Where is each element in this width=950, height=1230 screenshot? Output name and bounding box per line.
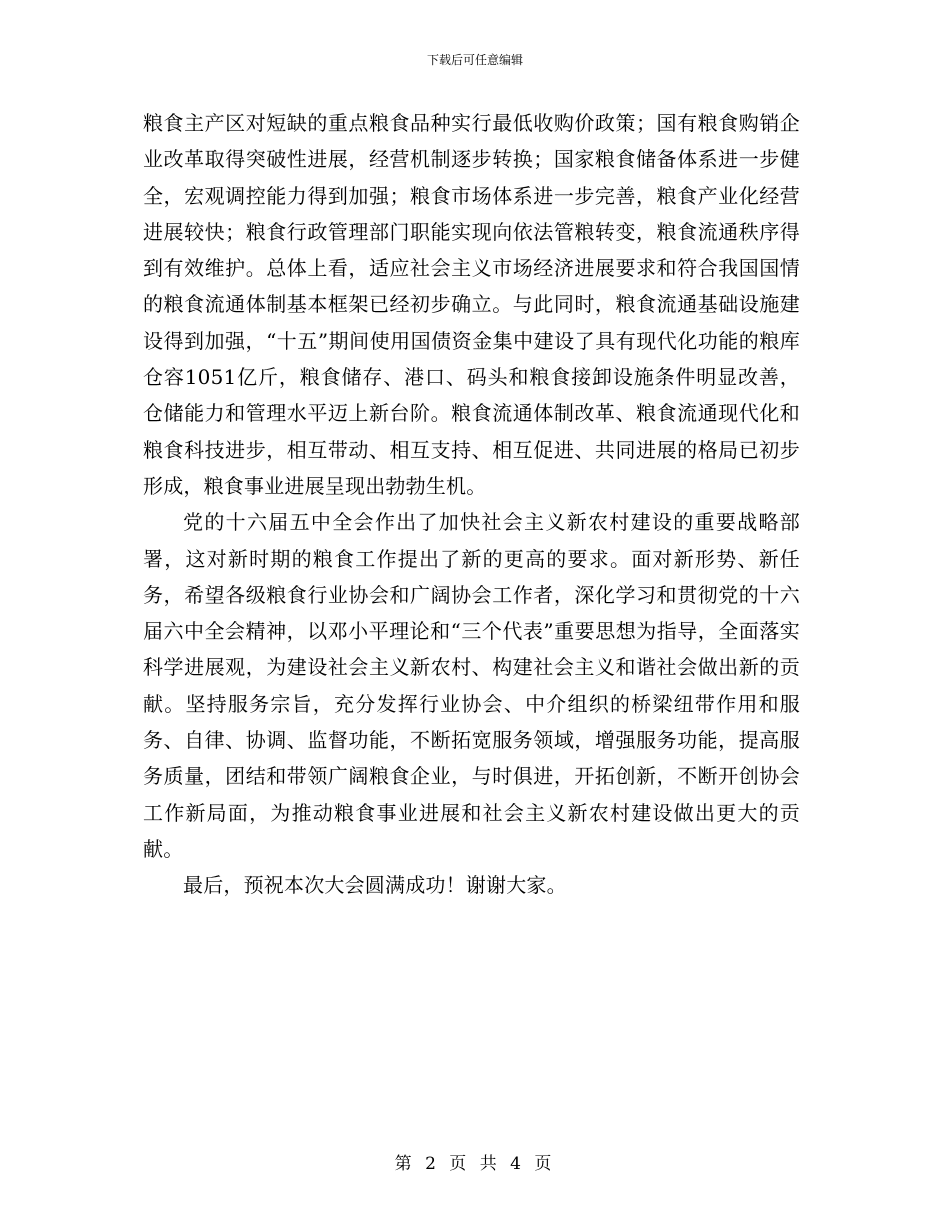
page-header-note: 下载后可任意编辑 <box>426 53 523 67</box>
document-body <box>143 105 800 904</box>
paragraph-2: 党的十六届五中全会作出了加快社会主义新农村建设的重要战略部署，这对新时期的粮食工作提出了新的更高的要求。面对新形势、新任务，希望各级粮食行业协会和广阔协会工作者，深化学习和贯彻党的十六届六中全会精神，以邓小平理论和“三个代表”重要思想为指导，全面落实科学进展观，为建设社会主义新农村、构建社会主义和谐社会做出新的贡献。坚持服务宗旨，充分发挥行业协会、中介组织的桥梁纽带作用和服务、自律、协调、监督功能，不断拓宽服务领域，增强服务功能，提高服务质量，团结和带领广阔粮食企业，与时俱进，开拓创新，不断开创协会工作新局面，为推动粮食事业进展和社会主义新农村建设做出更大的贡献。 <box>143 510 800 861</box>
paragraph-1: 粮食主产区对短缺的重点粮食品种实行最低收购价政策；国有粮食购销企业改革取得突破性进展，经营机制逐步转换；国家粮食储备体系进一步健全，宏观调控能力得到加强；粮食市场体系进一步完善，粮食产业化经营进展较快；粮食行政管理部门职能实现向依法管粮转变，粮食流通秩序得到有效维护。总体上看，适应社会主义市场经济进展要求和符合我国国情的粮食流通体制基本框架已经初步确立。与此同时，粮食流通基础设施建设得到加强，“十五”期间使用国债资金集中建设了具有现代化功能的粮库仓容1051亿斤，粮食储存、港口、码头和粮食接卸设施条件明显改善，仓储能力和管理水平迈上新台阶。粮食流通体制改革、粮食流通现代化和粮食科技进步，相互带动、相互支持、相互促进、共同进展的格局已初步形成，粮食事业进展呈现出勃勃生机。 <box>143 111 800 498</box>
paragraph-3: 最后，预祝本次大会圆满成功！谢谢大家。 <box>183 873 567 898</box>
page-number-footer: 第 2 页 共 4 页 <box>394 1154 556 1174</box>
